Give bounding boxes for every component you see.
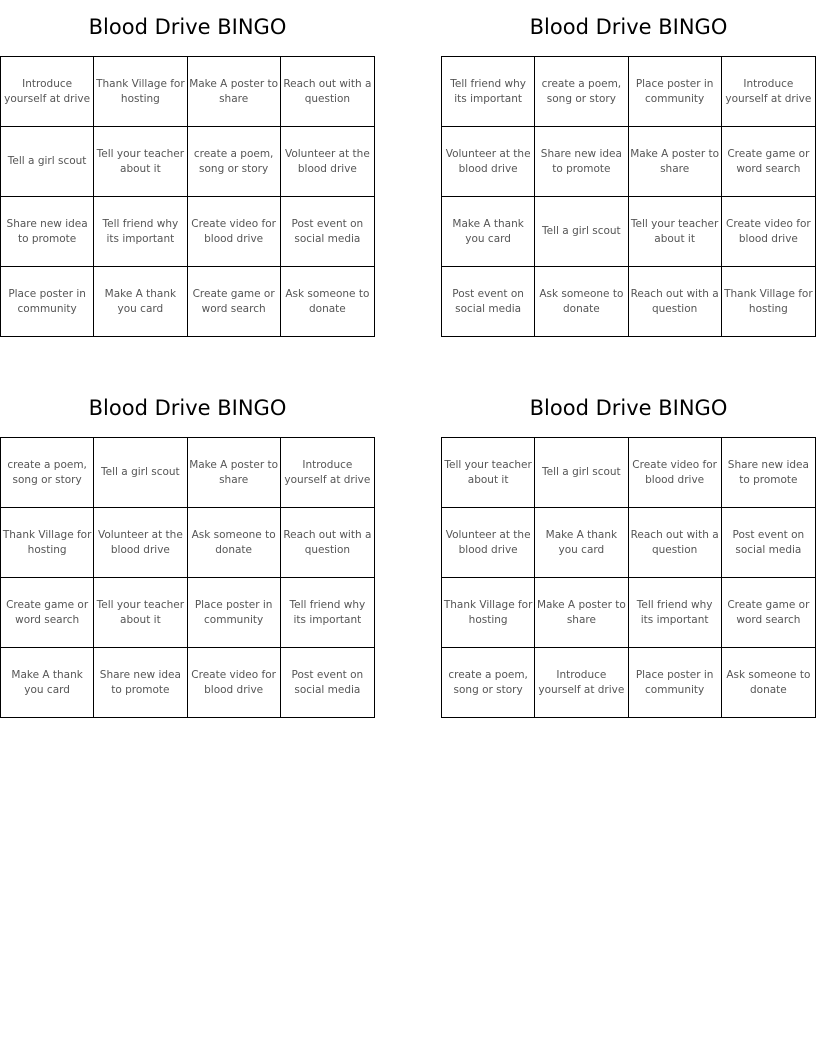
bingo-cell: Tell a girl scout	[94, 438, 187, 508]
bingo-cell: Make A thank you card	[94, 267, 187, 337]
bingo-cell: Reach out with a question	[281, 508, 374, 578]
bingo-cell: Create video for blood drive	[188, 197, 281, 267]
bingo-cell: Volunteer at the blood drive	[281, 127, 374, 197]
bingo-cell: Volunteer at the blood drive	[442, 508, 535, 578]
bingo-cell: Share new idea to promote	[722, 438, 815, 508]
card-title: Blood Drive BINGO	[88, 15, 287, 39]
bingo-cell: Tell your teacher about it	[94, 578, 187, 648]
bingo-cell: Ask someone to donate	[535, 267, 628, 337]
card-title: Blood Drive BINGO	[88, 396, 287, 420]
bingo-card-1	[0, 0, 375, 337]
bingo-cell: Tell friend why its important	[94, 197, 187, 267]
bingo-cell: Create game or word search	[722, 578, 815, 648]
bingo-cell: Introduce yourself at drive	[1, 57, 94, 127]
bingo-cell: Tell friend why its important	[442, 57, 535, 127]
bingo-cell: Share new idea to promote	[1, 197, 94, 267]
bingo-grid	[441, 56, 816, 337]
bingo-cell: create a poem, song or story	[188, 127, 281, 197]
bingo-cell: Make A poster to share	[535, 578, 628, 648]
bingo-cell: Tell a girl scout	[535, 197, 628, 267]
bingo-cell: Create game or word search	[1, 578, 94, 648]
bingo-cell: Place poster in community	[1, 267, 94, 337]
bingo-cell: create a poem, song or story	[535, 57, 628, 127]
bingo-cell: Create video for blood drive	[188, 648, 281, 718]
bingo-cell: Reach out with a question	[629, 508, 722, 578]
bingo-cell: Place poster in community	[629, 57, 722, 127]
card-title: Blood Drive BINGO	[529, 396, 728, 420]
bingo-cell: Make A thank you card	[535, 508, 628, 578]
bingo-cell: Ask someone to donate	[726, 669, 811, 696]
bingo-cell: Tell a girl scout	[1, 127, 94, 197]
bingo-cell: Make A thank you card	[1, 648, 94, 718]
bingo-grid	[0, 56, 375, 337]
bingo-cell: Place poster in community	[188, 578, 281, 648]
bingo-cell: Make A poster to share	[629, 127, 722, 197]
bingo-grid	[441, 437, 816, 718]
bingo-cell: Thank Village for hosting	[94, 57, 187, 127]
bingo-cell: create a poem, song or story	[1, 438, 94, 508]
bingo-cell: Make A thank you card	[442, 197, 535, 267]
card-title: Blood Drive BINGO	[529, 15, 728, 39]
bingo-cell: Tell a girl scout	[535, 438, 628, 508]
bingo-cell: Ask someone to donate	[285, 288, 370, 315]
bingo-cell: Thank Village for hosting	[1, 508, 94, 578]
bingo-cell: Tell friend why its important	[629, 578, 722, 648]
bingo-grid	[0, 437, 375, 718]
bingo-cell: Tell your teacher about it	[629, 197, 722, 267]
bingo-cell: Reach out with a question	[281, 57, 374, 127]
bingo-cell: Reach out with a question	[629, 267, 722, 337]
bingo-cell: Thank Village for hosting	[442, 578, 535, 648]
bingo-cell: Post event on social media	[442, 267, 535, 337]
bingo-card-2	[441, 0, 816, 337]
bingo-cell: Post event on social media	[281, 197, 374, 267]
bingo-cell: Share new idea to promote	[94, 648, 187, 718]
bingo-cell: Tell your teacher about it	[94, 127, 187, 197]
bingo-card-4	[441, 381, 816, 718]
bingo-cell: Tell your teacher about it	[442, 438, 535, 508]
bingo-cell: Volunteer at the blood drive	[442, 127, 535, 197]
bingo-cell: Introduce yourself at drive	[722, 57, 815, 127]
bingo-cell: Create game or word search	[722, 127, 815, 197]
bingo-card-3	[0, 381, 375, 718]
bingo-cell: Post event on social media	[722, 508, 815, 578]
bingo-cell: Place poster in community	[629, 648, 722, 718]
bingo-cell: Share new idea to promote	[535, 127, 628, 197]
bingo-cell: Introduce yourself at drive	[535, 648, 628, 718]
bingo-cell: Make A poster to share	[188, 57, 281, 127]
bingo-cell: Tell friend why its important	[281, 578, 374, 648]
bingo-cell: Volunteer at the blood drive	[94, 508, 187, 578]
bingo-cell: Introduce yourself at drive	[281, 438, 374, 508]
bingo-cell: Create video for blood drive	[722, 197, 815, 267]
bingo-cell: Create game or word search	[188, 267, 281, 337]
bingo-cell: Create video for blood drive	[629, 438, 722, 508]
bingo-cell: Post event on social media	[291, 669, 364, 696]
bingo-cell: Thank Village for hosting	[724, 288, 813, 315]
bingo-cell: create a poem, song or story	[442, 648, 535, 718]
bingo-cell: Make A poster to share	[188, 438, 281, 508]
bingo-cell: Ask someone to donate	[188, 508, 281, 578]
